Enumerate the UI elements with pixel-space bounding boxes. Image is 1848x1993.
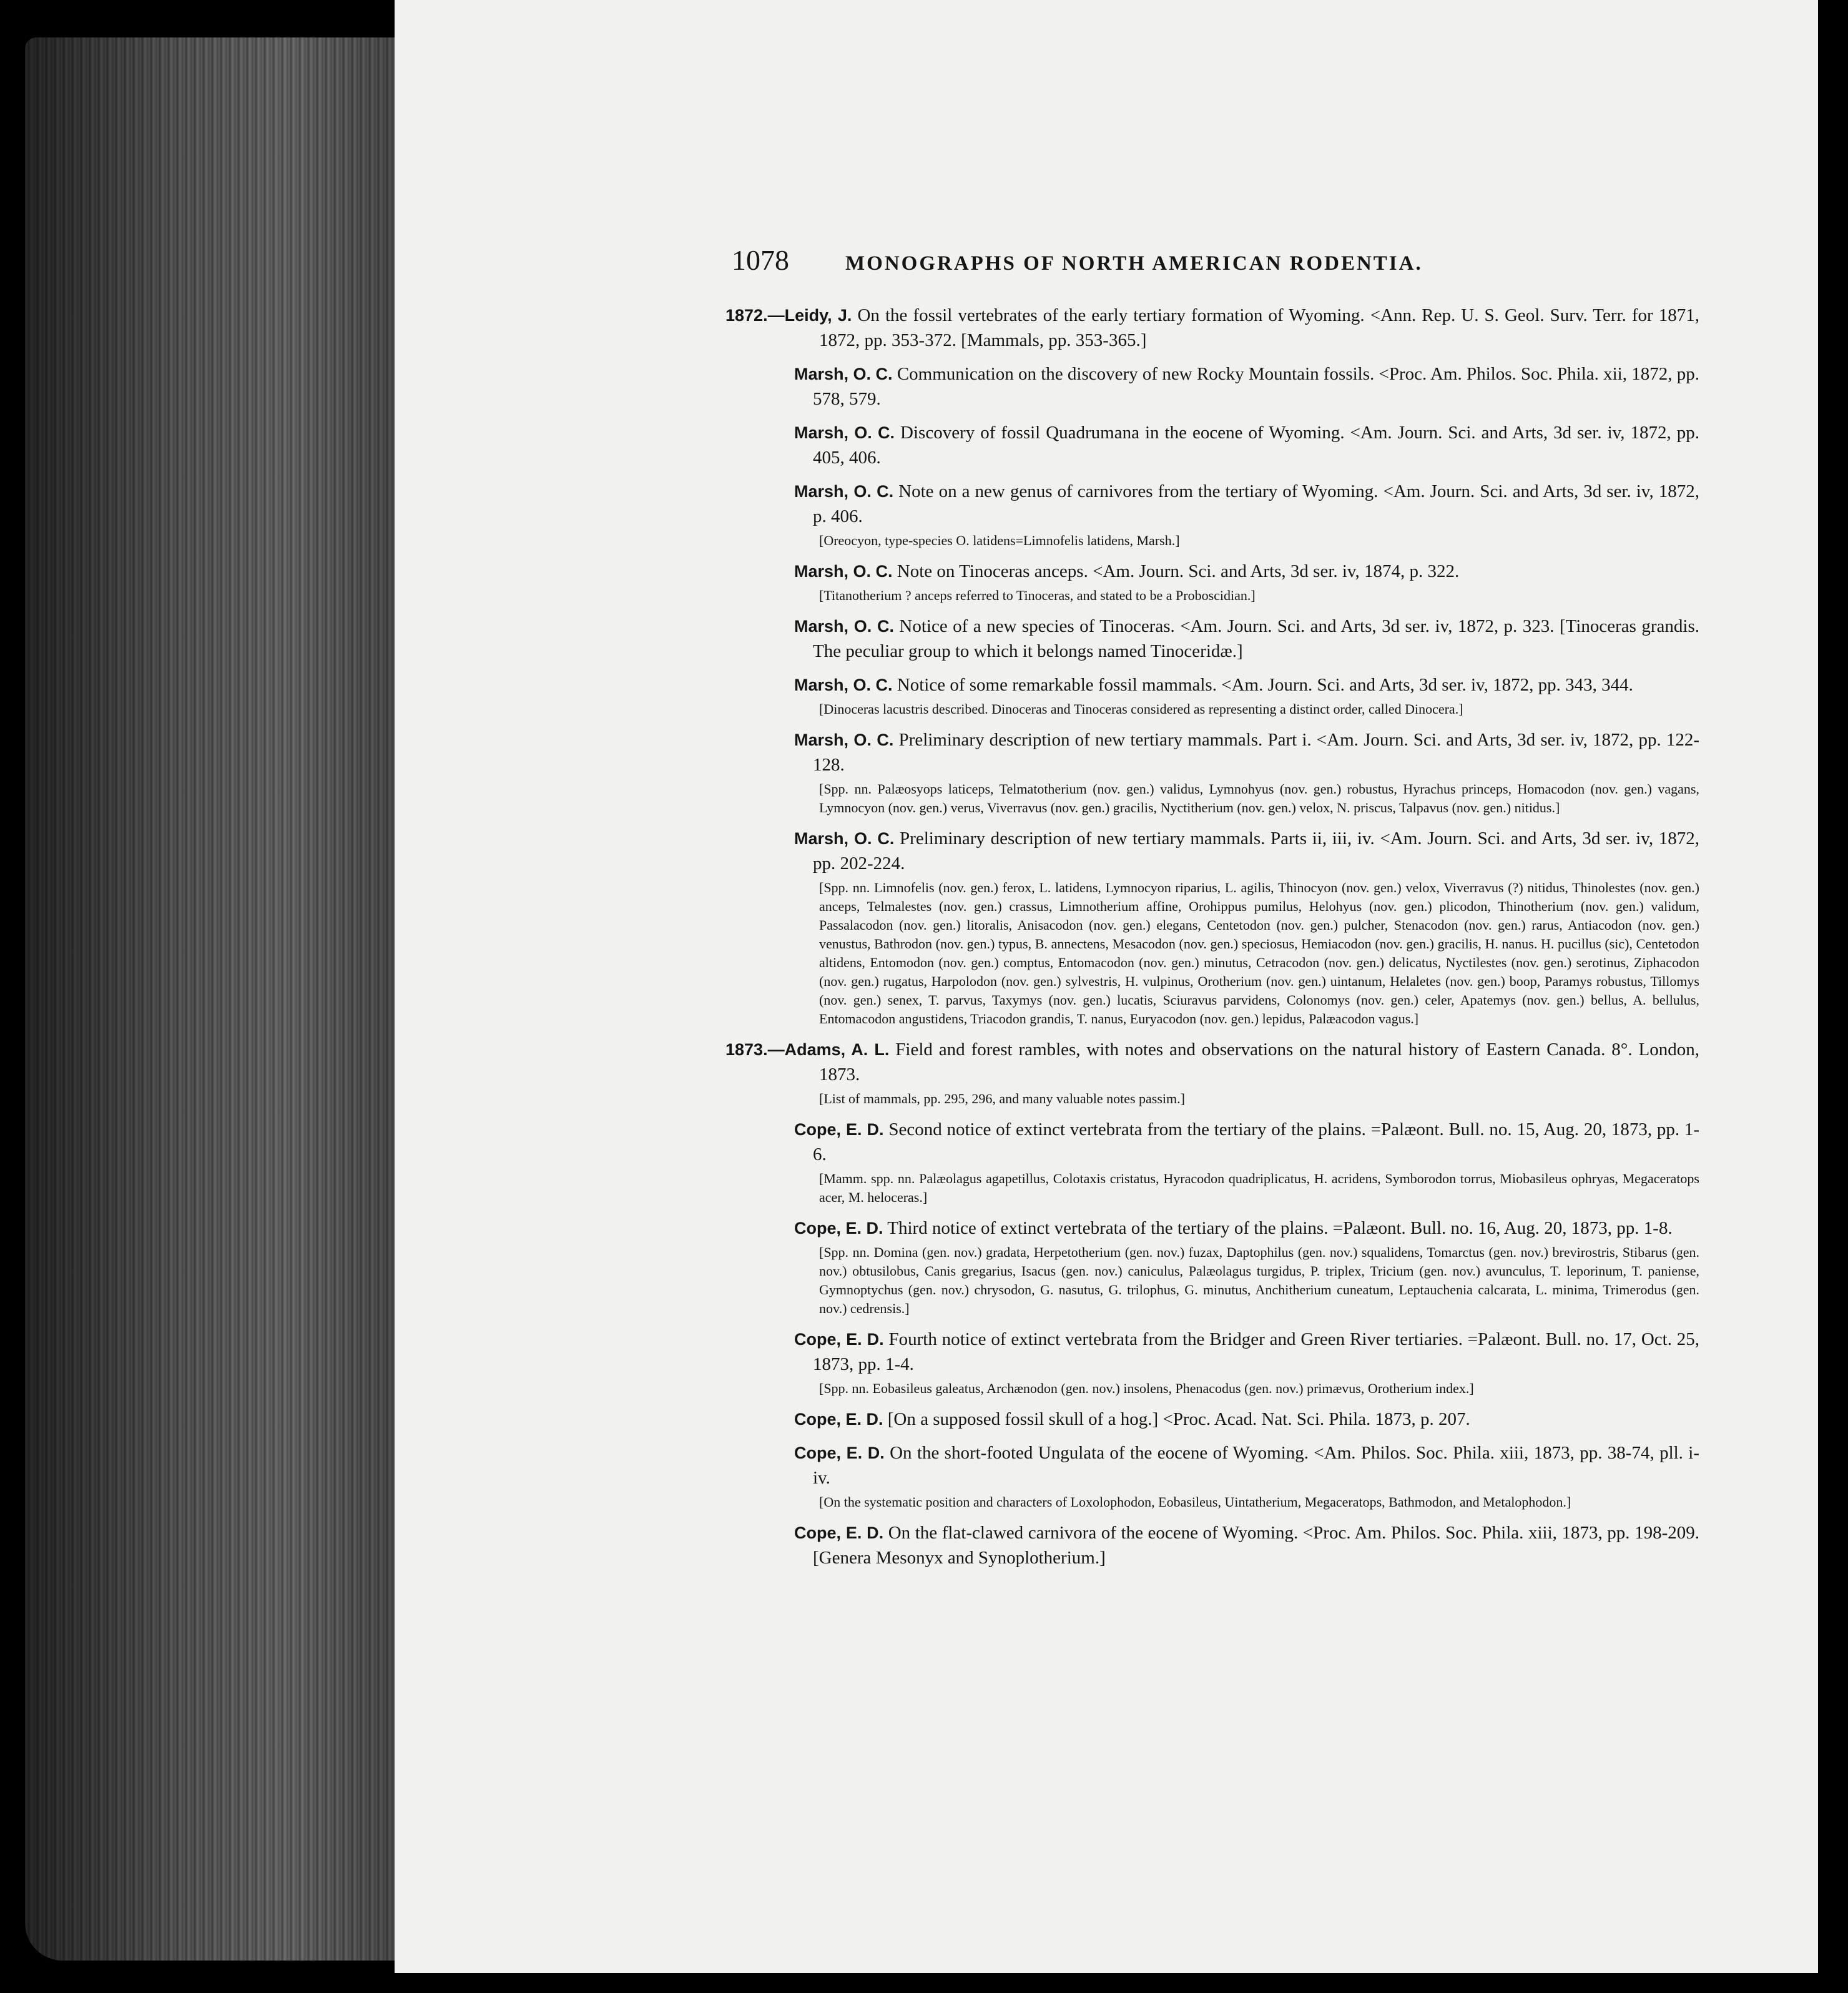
- page-number: 1078: [732, 244, 789, 276]
- bibliography-entry: [725, 559, 1699, 605]
- entry-text: Field and forest rambles, with notes and observations on the natural history of Eastern Canada. 8°. London, 1873.: [819, 1040, 1700, 1085]
- entry-note: [Dinoceras lacustris described. Dinoceras and Tinoceras considered as representing a distinct order, called Dinocera.]: [819, 701, 1463, 717]
- entry-text: On the flat-clawed carnivora of the eocene of Wyoming. <Proc. Am. Philos. Soc. Phila. xiii, 1873, pp. 198-209. [Genera Mesonyx and Synoplotherium.]: [813, 1523, 1700, 1568]
- entry-text: Note on a new genus of carnivores from the tertiary of Wyoming. <Am. Journ. Sci. and Arts, 3d ser. iv, 1872, p. 406.: [813, 481, 1700, 526]
- entry-text: Note on Tinoceras anceps. <Am. Journ. Sci. and Arts, 3d ser. iv, 1874, p. 322.: [897, 561, 1460, 581]
- bibliography-entry: [725, 1216, 1699, 1318]
- entry-author: Leidy, J.: [784, 306, 852, 325]
- entry-note: [Mamm. spp. nn. Palæolagus agapetillus, Colotaxis cristatus, Hyracodon quadriplicatus, H. acridens, Symborodon torrus, Miobasileus ophryas, Megaceratops acer, M. heloceras.]: [819, 1171, 1699, 1205]
- bibliography-entry: [725, 727, 1699, 817]
- bibliography-entry: [725, 826, 1699, 1028]
- entry-author: Cope, E. D.: [794, 1410, 883, 1429]
- bibliography-entry: [725, 303, 1699, 353]
- entry-text: Preliminary description of new tertiary mammals. Part i. <Am. Journ. Sci. and Arts, 3d ser. iv, 1872, pp. 122-128.: [813, 730, 1700, 775]
- page-content: [725, 244, 1699, 1579]
- entry-text: [On a supposed fossil skull of a hog.] <Proc. Acad. Nat. Sci. Phila. 1873, p. 207.: [887, 1409, 1470, 1429]
- entry-text: Notice of a new species of Tinoceras. <Am. Journ. Sci. and Arts, 3d ser. iv, 1872, p. 323. [Tinoceras grandis. The peculiar group to which it belongs named Tinoceridæ.]: [813, 616, 1700, 661]
- bibliography-entry: [725, 1037, 1699, 1108]
- entry-author: Cope, E. D.: [794, 1330, 884, 1349]
- entry-note: [Spp. nn. Domina (gen. nov.) gradata, Herpetotherium (gen. nov.) fuzax, Daptophilus (gen. nov.) squalidens, Tomarctus (gen. nov.) brevirostris, Stibarus (gen. nov.) obtusilobus, Canis gregarius, Isacus (gen. nov.) caniculus, Palæolagus turgidus, P. triplex, Tricium (gen. nov.) avunculus, T. leporinum, T. paniense, Gymnoptychus (gen. nov.) chrysodon, G. nasutus, G. trilophus, G. minutus, Anchitherium cuneatum, Leptauchenia calcarata, L. minima, Trimerodus (gen. nov.) cedrensis.]: [819, 1244, 1699, 1316]
- entry-text: On the fossil vertebrates of the early tertiary formation of Wyoming. <Ann. Rep. U. S. Geol. Surv. Terr. for 1871, 1872, pp. 353-372. [Mammals, pp. 353-365.]: [819, 305, 1699, 350]
- running-title: MONOGRAPHS OF NORTH AMERICAN RODENTIA.: [845, 252, 1423, 275]
- entry-author: Cope, E. D.: [794, 1120, 884, 1139]
- entry-note: [On the systematic position and characters of Loxolophodon, Eobasileus, Uintatherium, Megaceratops, Bathmodon, and Metalophodon.]: [819, 1494, 1571, 1510]
- entry-author: Adams, A. L.: [784, 1040, 890, 1059]
- bibliography-entry: [725, 1117, 1699, 1207]
- bibliography-entry: [725, 1440, 1699, 1512]
- entry-author: Marsh, O. C.: [794, 829, 895, 848]
- entry-text: Discovery of fossil Quadrumana in the eocene of Wyoming. <Am. Journ. Sci. and Arts, 3d ser. iv, 1872, pp. 405, 406.: [813, 423, 1700, 468]
- entry-author: Cope, E. D.: [794, 1444, 885, 1462]
- entry-author: Cope, E. D.: [794, 1219, 883, 1238]
- entry-year: 1873.—: [725, 1040, 785, 1059]
- entry-author: Marsh, O. C.: [794, 731, 894, 749]
- entry-author: Cope, E. D.: [794, 1523, 884, 1542]
- entry-author: Marsh, O. C.: [794, 482, 894, 501]
- entry-author: Marsh, O. C.: [794, 365, 893, 383]
- page-header: [732, 244, 1699, 277]
- entry-note: [Spp. nn. Eobasileus galeatus, Archænodon (gen. nov.) insolens, Phenacodus (gen. nov.) primævus, Orotherium index.]: [819, 1380, 1474, 1396]
- entry-text: Second notice of extinct vertebrata from the tertiary of the plains. =Palæont. Bull. no. 15, Aug. 20, 1873, pp. 1-6.: [813, 1120, 1700, 1164]
- entry-text: Preliminary description of new tertiary mammals. Parts ii, iii, iv. <Am. Journ. Sci. and Arts, 3d ser. iv, 1872, pp. 202-224.: [813, 829, 1699, 873]
- entry-author: Marsh, O. C.: [794, 562, 893, 581]
- bibliography-entry: [725, 1407, 1699, 1432]
- entry-note: [Spp. nn. Limnofelis (nov. gen.) ferox, L. latidens, Lymnocyon riparius, L. agilis, Thinocyon (nov. gen.) velox, Viverravus (?) nitidus, Thinolestes (nov. gen.) anceps, Telmalestes (nov. gen.) crassus, Limnotherium affine, Orohippus pumilus, Helohyus (nov. gen.) plicodon, Thinotherium (nov. gen.) validum, Passalacodon (nov. gen.) litoralis, Anisacodon (nov. gen.) elegans, Centetodon (nov. gen.) pulcher, Stenacodon (nov. gen.) rarus, Antiacodon (nov. gen.) venustus, Bathrodon (nov. gen.) typus, B. annectens, Mesacodon (nov. gen.) speciosus, Hemiacodon (nov. gen.) gracilis, H. nanus. H. pucillus (sic), Centetodon altidens, Entomodon (nov. gen.) comptus, Entomacodon (nov. gen.) minutus, Cetracodon (nov. gen.) delicatus, Nyctilestes (nov. gen.) serotinus, Ziphacodon (nov. gen.) rugatus, Harpolodon (nov. gen.) sylvestris, H. vulpinus, Orotherium (nov. gen.) uintanum, Helaletes (nov. gen.) boop, Paramys robustus, Tillomys (nov. gen.) senex, T. parvus, Taxymys (nov. gen.) lucatis, Sciuravus parvidens, Colonomys (nov. gen.) celer, Apatemys (nov. gen.) bellus, A. bellulus, Entomacodon angustidens, Triacodon grandis, T. nanus, Euryacodon (nov. gen.) lepidus, Palæacodon vagus.]: [819, 880, 1699, 1026]
- entry-note: [List of mammals, pp. 295, 296, and many valuable notes passim.]: [819, 1091, 1185, 1106]
- entry-text: Notice of some remarkable fossil mammals. <Am. Journ. Sci. and Arts, 3d ser. iv, 1872, pp. 343, 344.: [897, 675, 1633, 695]
- entry-author: Marsh, O. C.: [794, 617, 894, 636]
- book-page-edges: [25, 37, 400, 1961]
- bibliography-entry: [725, 614, 1699, 664]
- entry-text: Third notice of extinct vertebrata of the tertiary of the plains. =Palæont. Bull. no. 16, Aug. 20, 1873, pp. 1-8.: [887, 1218, 1673, 1238]
- entry-note: [Spp. nn. Palæosyops laticeps, Telmatotherium (nov. gen.) validus, Lymnohyus (nov. gen.) robustus, Hyrachus princeps, Homacodon (nov. gen.) vagans, Lymnocyon (nov. gen.) verus, Viverravus (nov. gen.) gracilis, Nyctitherium (nov. gen.) velox, N. priscus, Talpavus (nov. gen.) nitidus.]: [819, 781, 1699, 815]
- entry-text: On the short-footed Ungulata of the eocene of Wyoming. <Am. Philos. Soc. Phila. xiii, 1873, pp. 38-74, pll. i-iv.: [813, 1443, 1700, 1488]
- book-page: [395, 0, 1818, 1973]
- entry-author: Marsh, O. C.: [794, 423, 895, 442]
- bibliography-entry: [725, 479, 1699, 550]
- entry-text: Communication on the discovery of new Rocky Mountain fossils. <Proc. Am. Philos. Soc. Phila. xii, 1872, pp. 578, 579.: [813, 364, 1700, 409]
- bibliography-entry: [725, 362, 1699, 411]
- bibliography-entry: [725, 1327, 1699, 1398]
- bibliography-entry: [725, 420, 1699, 470]
- entry-author: Marsh, O. C.: [794, 676, 893, 694]
- entry-note: [Titanotherium ? anceps referred to Tinoceras, and stated to be a Proboscidian.]: [819, 588, 1256, 603]
- entry-note: [Oreocyon, type-species O. latidens=Limnofelis latidens, Marsh.]: [819, 533, 1180, 548]
- entry-text: Fourth notice of extinct vertebrata from the Bridger and Green River tertiaries. =Palæont. Bull. no. 17, Oct. 25, 1873, pp. 1-4.: [813, 1329, 1700, 1374]
- bibliography-entry: [725, 672, 1699, 719]
- entry-year: 1872.—: [725, 306, 785, 325]
- bibliography-entry: [725, 1520, 1699, 1570]
